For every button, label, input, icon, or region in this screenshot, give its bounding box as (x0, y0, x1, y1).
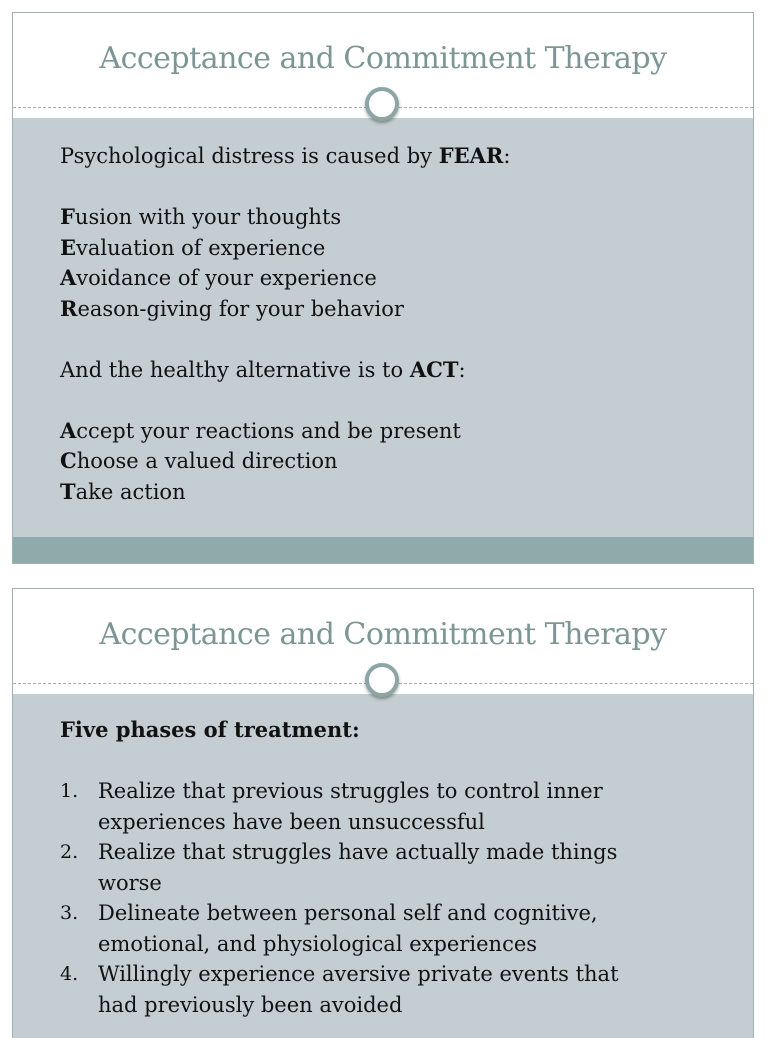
circle-ornament-icon (365, 663, 399, 697)
slide-1 (12, 12, 754, 564)
act-item: Choose a valued direction (60, 448, 338, 473)
fear-item: Fusion with your thoughts (60, 204, 342, 229)
act-item: Accept your reactions and be present (60, 417, 461, 443)
list-item: 3. Delineate between personal self and cognitive, emotional, and physiological experiences (60, 898, 733, 959)
slide-body (60, 141, 733, 507)
fear-item: Evaluation of experience (60, 234, 326, 260)
list-number: 4. (60, 963, 79, 985)
fear-item: Avoidance of your experience (60, 265, 377, 290)
circle-ornament-icon (365, 87, 399, 121)
fear-intro: Psychological distress is caused by FEAR: (60, 143, 511, 168)
slide-title: Acceptance and Commitment Therapy (99, 617, 667, 652)
fear-item: Reason-giving for your behavior (60, 295, 404, 321)
slide-2 (12, 588, 754, 1038)
act-intro: And the healthy alternative is to ACT: (60, 356, 466, 382)
act-item: Take action (60, 478, 186, 504)
list-number: 2. (60, 841, 79, 863)
phases-list (60, 776, 733, 1020)
phases-heading: Five phases of treatment: (60, 717, 360, 742)
slide-body (60, 715, 733, 1020)
list-number: 1. (60, 780, 79, 802)
list-item: 1. Realize that previous struggles to control inner experiences have been unsuccessful (60, 776, 733, 837)
list-number: 3. (60, 902, 79, 924)
slide-title: Acceptance and Commitment Therapy (99, 41, 667, 76)
list-item: 4. Willingly experience aversive private events that had previously been avoided (60, 959, 733, 1020)
list-item: 2. Realize that struggles have actually made things worse (60, 837, 733, 898)
slide-footer-bar (13, 537, 753, 563)
